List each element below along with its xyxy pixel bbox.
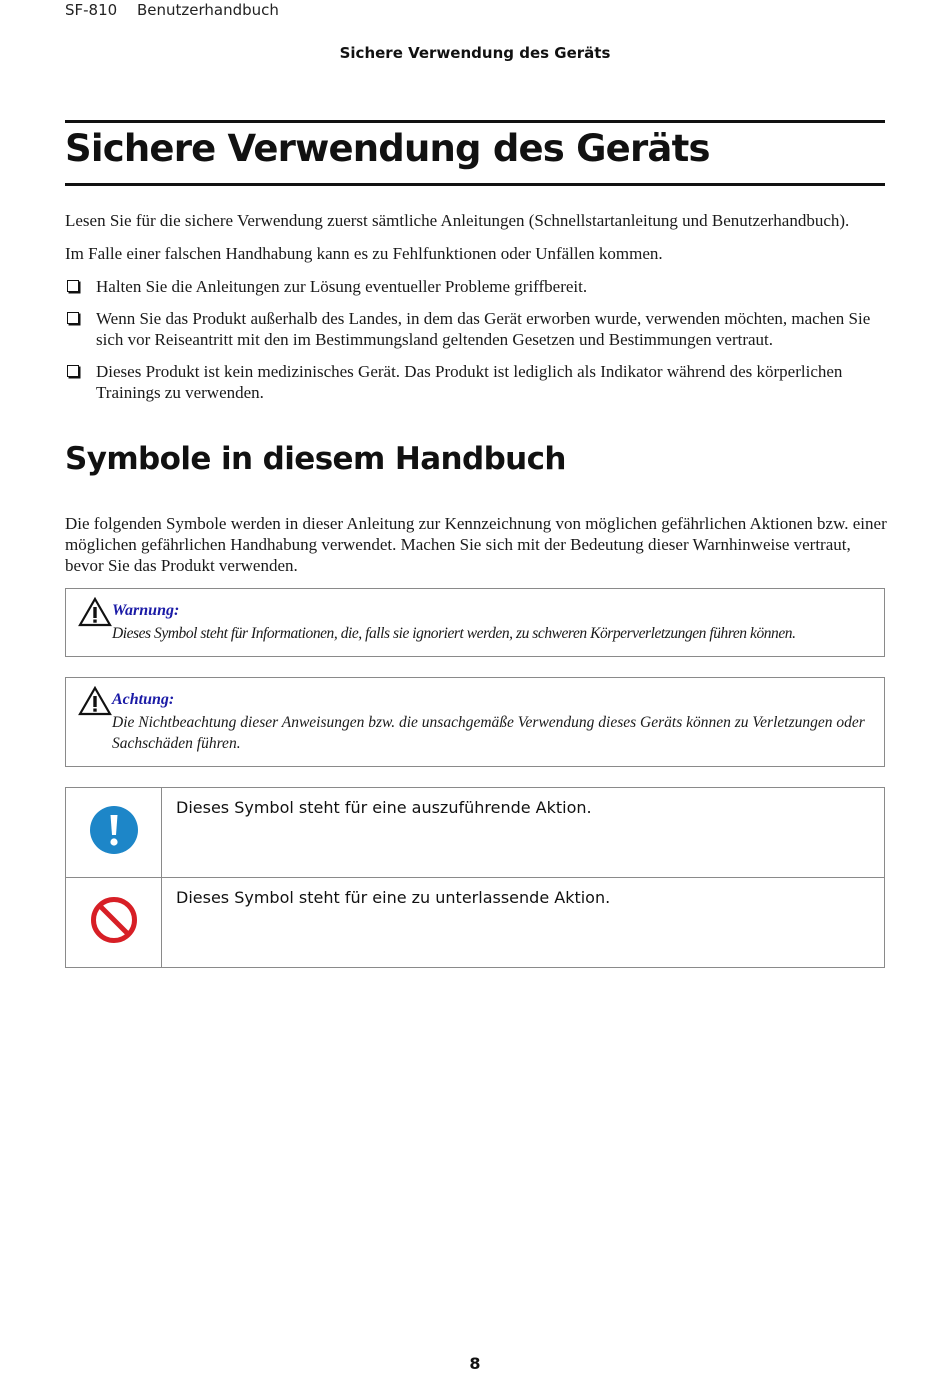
mandatory-action-icon	[89, 805, 139, 855]
caution-notice	[65, 677, 885, 767]
symbol-description: Dieses Symbol steht für eine zu unterlassende Aktion.	[162, 878, 885, 968]
table-row	[66, 878, 885, 968]
section-heading: Symbole in diesem Handbuch	[65, 441, 566, 477]
checkbox-bullet-icon	[67, 280, 79, 292]
bullet-text: Halten Sie die Anleitungen zur Lösung eventueller Probleme griffbereit.	[96, 277, 588, 296]
bullet-text: Dieses Produkt ist kein medizinisches Gerät. Das Produkt ist lediglich als Indikator während des körperlichen Trainings zu verwenden.	[96, 362, 843, 402]
caution-text: Die Nichtbeachtung dieser Anweisungen bzw. die unsachgemäße Verwendung dieses Geräts können zu Verletzungen oder Sachschäden führen.	[112, 714, 865, 752]
intro-paragraph-2: Im Falle einer falschen Handhabung kann es zu Fehlfunktionen oder Unfällen kommen.	[65, 244, 663, 263]
checkbox-bullet-icon	[67, 365, 79, 377]
page-number: 8	[469, 1354, 481, 1373]
symbol-description: Dieses Symbol steht für eine auszuführende Aktion.	[162, 788, 885, 878]
warning-notice	[65, 588, 885, 657]
header-model: SF-810	[65, 1, 118, 19]
caution-triangle-icon	[78, 686, 112, 716]
warning-title: Warnung:	[112, 602, 180, 619]
warning-text: Dieses Symbol steht für Informationen, die, falls sie ignoriert werden, zu schweren Körperverletzungen führen können.	[112, 625, 796, 642]
title-block	[65, 120, 885, 186]
symbol-icon-cell	[66, 878, 162, 968]
prohibited-action-icon	[89, 895, 139, 945]
header-section-title: Sichere Verwendung des Geräts	[339, 44, 611, 62]
symbol-table	[65, 787, 885, 968]
intro-paragraph-1: Lesen Sie für die sichere Verwendung zuerst sämtliche Anleitungen (Schnellstartanleitung und Benutzerhandbuch).	[65, 211, 850, 230]
caution-title: Achtung:	[112, 691, 175, 708]
bullet-text: Wenn Sie das Produkt außerhalb des Landes, in dem das Gerät erworben wurde, verwenden möchten, machen Sie sich vor Reiseantritt mit den im Bestimmungsland geltenden Gesetzen und Bestimmungen vertraut.	[96, 309, 871, 349]
bullet-item	[65, 308, 887, 350]
symbol-icon-cell	[66, 788, 162, 878]
page-title: Sichere Verwendung des Geräts	[65, 127, 710, 170]
checkbox-bullet-icon	[67, 312, 79, 324]
symbols-intro-paragraph: Die folgenden Symbole werden in dieser Anleitung zur Kennzeichnung von möglichen gefährlichen Aktionen bzw. einer möglichen gefährlichen Handhabung verwendet. Machen Sie sich mit der Bedeutung dieser Warnhinweise vertraut, bevor Sie das Produkt verwenden.	[65, 514, 887, 575]
bullet-item	[65, 276, 887, 297]
bullet-item	[65, 361, 887, 403]
running-header	[65, 1, 279, 19]
table-row	[66, 788, 885, 878]
header-manual-title: Benutzerhandbuch	[136, 1, 279, 19]
warning-triangle-icon	[78, 597, 112, 627]
